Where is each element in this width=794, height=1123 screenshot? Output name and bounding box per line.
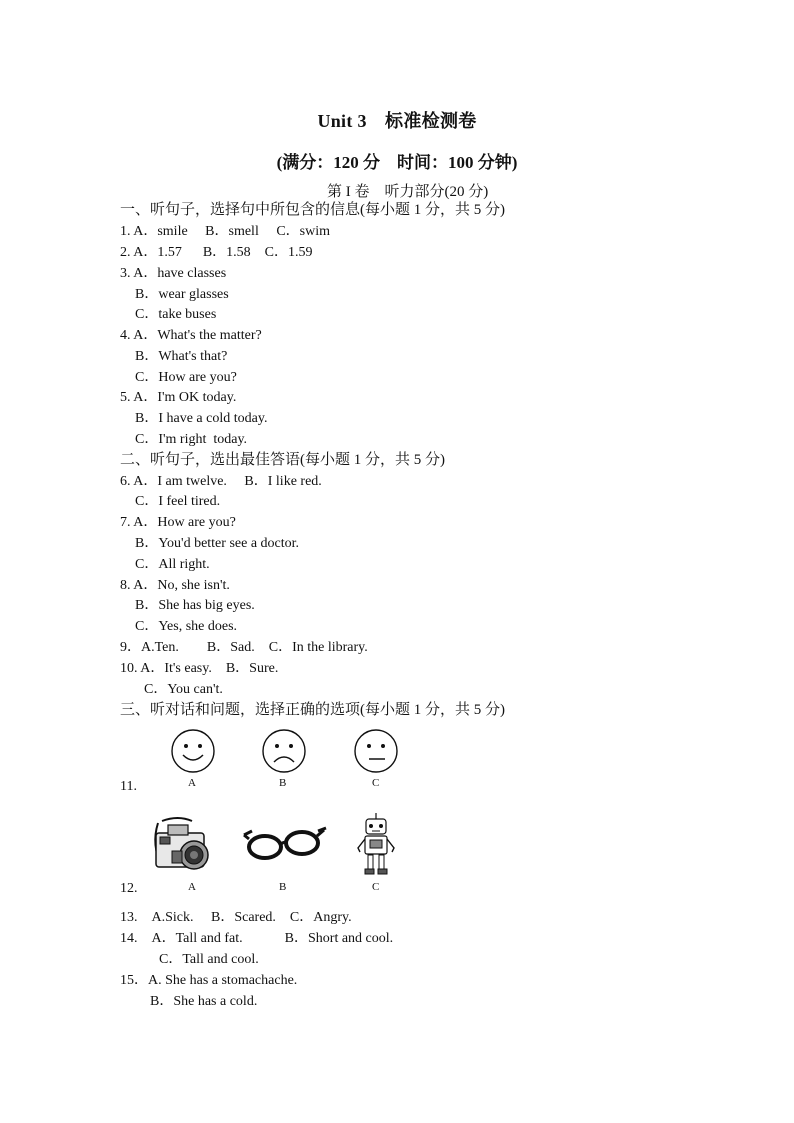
question-6-option-ab: 6. A．I am twelve. B．I like red.: [120, 474, 322, 489]
q12-label-a: A: [188, 881, 196, 893]
question-14-option-ab: 14. A．Tall and fat. B．Short and cool.: [120, 931, 394, 946]
question-2: 2. A．1.57 B．1.58 C．1.59: [120, 245, 313, 260]
question-7-option-b: B．You'd better see a doctor.: [135, 536, 300, 551]
question-4-option-c: C．How are you?: [135, 370, 237, 385]
question-15-option-b: B．She has a cold.: [150, 994, 258, 1009]
happy-face-icon: [170, 728, 216, 774]
page-subtitle: (满分：120 分 时间：100 分钟): [276, 153, 518, 172]
question-15-option-a: 15．A. She has a stomachache.: [120, 973, 298, 988]
question-12-number: 12.: [120, 881, 138, 896]
question-8-option-b: B．She has big eyes.: [135, 598, 255, 613]
question-7-option-a: 7. A．How are you?: [120, 515, 236, 530]
question-4-option-b: B．What's that?: [135, 349, 228, 364]
q12-label-c: C: [372, 881, 380, 893]
section-heading-2: 二、听句子，选出最佳答语(每小题 1 分，共 5 分): [120, 452, 445, 468]
question-5-option-a: 5. A．I'm OK today.: [120, 390, 237, 405]
question-3-option-a: 3. A．have classes: [120, 266, 227, 281]
question-10-option-ab: 10. A．It's easy. B．Sure.: [120, 661, 279, 676]
question-10-option-c: C．You can't.: [144, 682, 223, 697]
q12-label-b: B: [279, 881, 287, 893]
question-8-option-c: C．Yes, she does.: [135, 619, 238, 634]
question-3-option-c: C．take buses: [135, 307, 217, 322]
sad-face-icon: [261, 728, 307, 774]
question-4-option-a: 4. A．What's the matter?: [120, 328, 262, 343]
robot-icon: [354, 812, 398, 878]
question-13: 13. A.Sick. B．Scared. C．Angry.: [120, 910, 352, 925]
question-5-option-c: C．I'm right today.: [135, 432, 248, 447]
question-8-option-a: 8. A．No, she isn't.: [120, 578, 230, 593]
q11-label-b: B: [279, 777, 287, 789]
question-6-option-c: C．I feel tired.: [135, 494, 221, 509]
section-heading-1: 一、听句子，选择句中所包含的信息(每小题 1 分，共 5 分): [120, 202, 505, 218]
q11-label-c: C: [372, 777, 380, 789]
question-7-option-c: C．All right.: [135, 557, 210, 572]
question-3-option-b: B．wear glasses: [135, 287, 229, 302]
glasses-icon: [240, 825, 330, 865]
camera-icon: [148, 815, 218, 877]
section-heading-3: 三、听对话和问题，选择正确的选项(每小题 1 分，共 5 分): [120, 702, 505, 718]
question-9: 9．A.Ten. B．Sad. C．In the library.: [120, 640, 368, 655]
question-11-number: 11.: [120, 779, 137, 794]
question-1: 1. A．smile B．smell C．swim: [120, 224, 331, 239]
question-5-option-b: B．I have a cold today.: [135, 411, 268, 426]
question-14-option-c: C．Tall and cool.: [159, 952, 259, 967]
q11-label-a: A: [188, 777, 196, 789]
part-heading: 第 I 卷 听力部分(20 分): [327, 184, 489, 200]
page-title: Unit 3 标准检测卷: [317, 111, 477, 131]
neutral-face-icon: [353, 728, 399, 774]
